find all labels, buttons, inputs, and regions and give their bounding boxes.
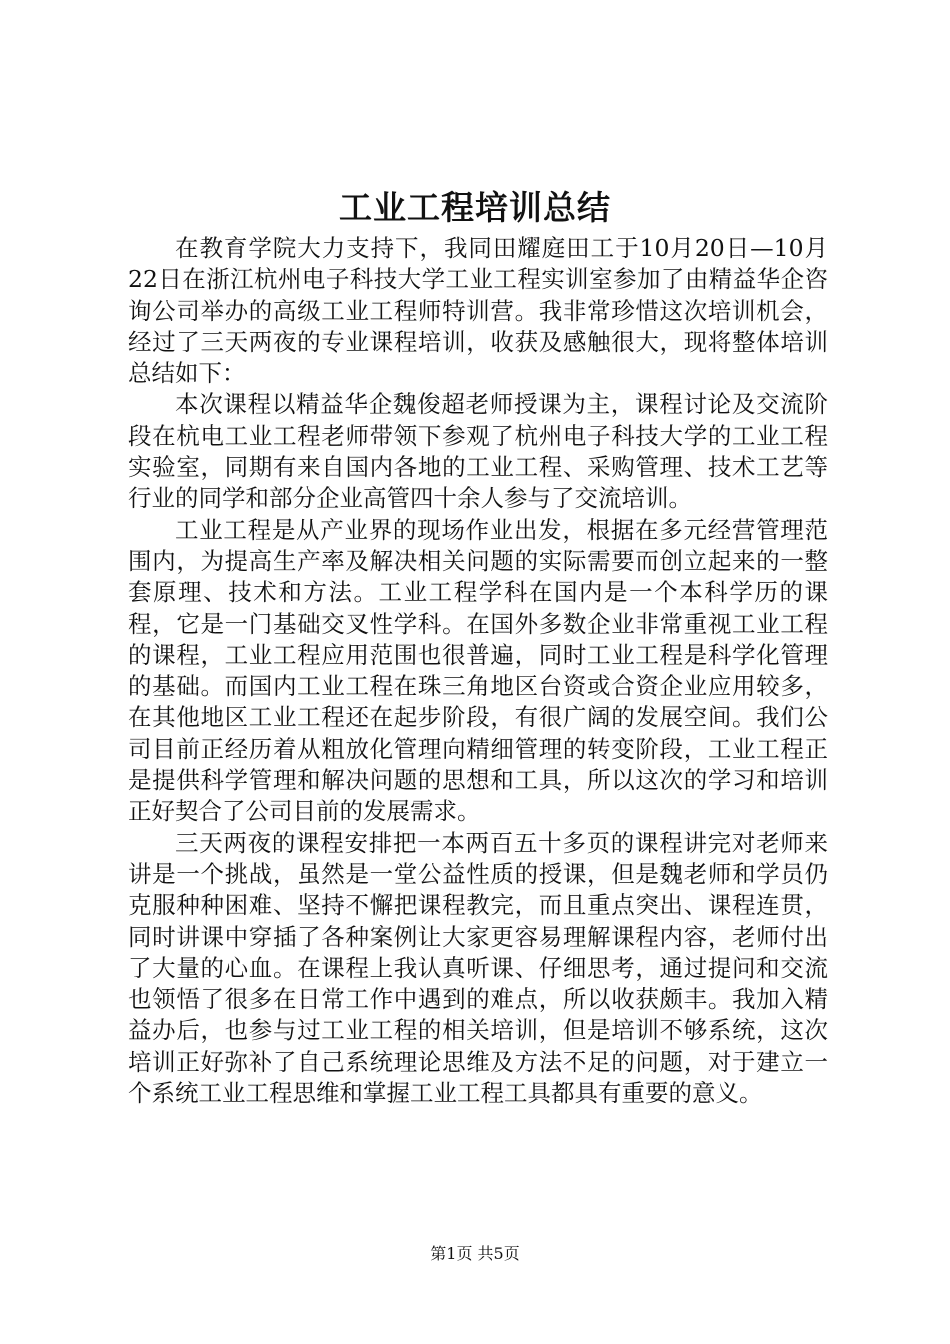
page-footer: 第1页 共5页: [430, 1244, 520, 1263]
document-body: [128, 233, 828, 1109]
paragraph-course-overview: 本次课程以精益华企魏俊超老师授课为主，课程讨论及交流阶段在杭电工业工程老师带领下参观了杭州电子科技大学的工业工程实验室，同期有来自国内各地的工业工程、采购管理、技术工艺等行业的同学和部分企业高管四十余人参与了交流培训。: [128, 390, 828, 513]
paragraph-intro: 在教育学院大力支持下，我同田耀庭田工于10月20日—10月22日在浙江杭州电子科技大学工业工程实训室参加了由精益华企咨询公司举办的高级工业工程师特训营。我非常珍惜这次培训机会，经过了三天两夜的专业课程培训，收获及感触很大，现将整体培训总结如下：: [128, 234, 828, 388]
paragraph-reflection: 三天两夜的课程安排把一本两百五十多页的课程讲完对老师来讲是一个挑战，虽然是一堂公益性质的授课，但是魏老师和学员仍克服种种困难、坚持不懈把课程教完，而且重点突出、课程连贯，同时讲课中穿插了各种案例让大家更容易理解课程内容，老师付出了大量的心血。在课程上我认真听课、仔细思考，通过提问和交流也领悟了很多在日常工作中遇到的难点，所以收获颇丰。我加入精益办后，也参与过工业工程的相关培训，但是培训不够系统，这次培训正好弥补了自己系统理论思维及方法不足的问题，对于建立一个系统工业工程思维和掌握工业工程工具都具有重要的意义。: [128, 828, 828, 1108]
paragraph-industrial-engineering: 工业工程是从产业界的现场作业出发，根据在多元经营管理范围内，为提高生产率及解决相关问题的实际需要而创立起来的一整套原理、技术和方法。工业工程学科在国内是一个本科学历的课程，它是一门基础交叉性学科。在国外多数企业非常重视工业工程的课程，工业工程应用范围也很普遍，同时工业工程是科学化管理的基础。而国内工业工程在珠三角地区台资或合资企业应用较多，在其他地区工业工程还在起步阶段，有很广阔的发展空间。我们公司目前正经历着从粗放化管理向精细管理的转变阶段，工业工程正是提供科学管理和解决问题的思想和工具，所以这次的学习和培训正好契合了公司目前的发展需求。: [128, 515, 828, 826]
document-title: 工业工程培训总结: [339, 188, 611, 227]
